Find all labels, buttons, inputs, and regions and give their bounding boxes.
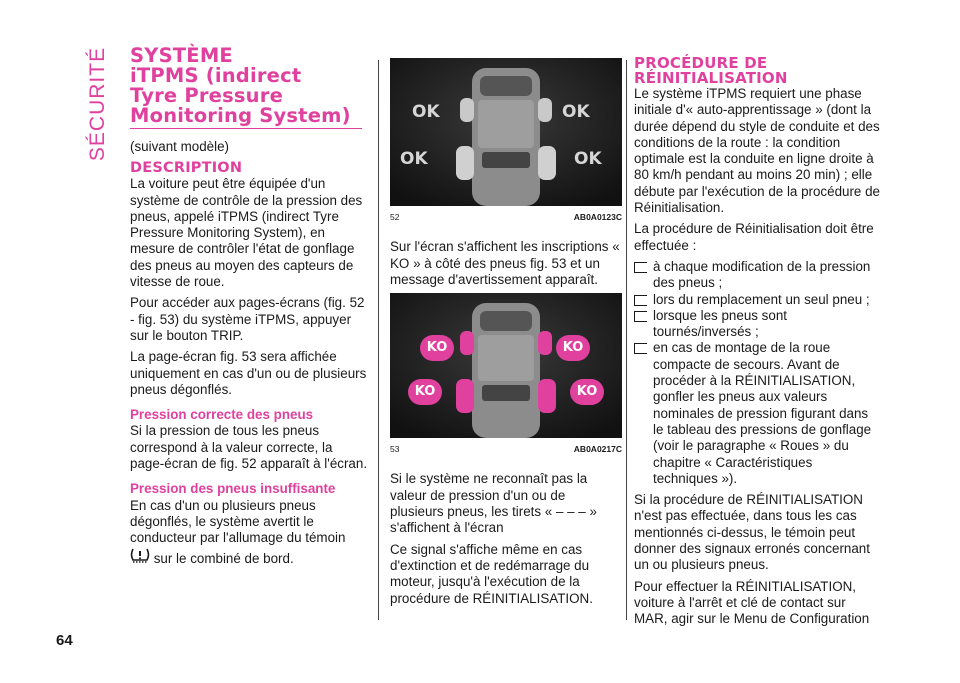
heading-reset-procedure bbox=[634, 56, 880, 86]
paragraph: La procédure de Réinitialisation doit être effectuée : bbox=[634, 221, 874, 253]
title-underline bbox=[130, 128, 362, 129]
tire-status-front-left: OK bbox=[412, 102, 440, 122]
column-2 bbox=[390, 58, 622, 612]
title-line: Monitoring System) bbox=[130, 104, 351, 127]
car-top-view-icon bbox=[390, 293, 622, 438]
bullet-icon bbox=[634, 311, 647, 322]
column-divider bbox=[378, 60, 379, 620]
paragraph: Le système iTPMS requiert une phase initiale d'« auto-apprentissage » (dont la durée dépend du style de conduite et des conditions de la route : la condition optimale est la conduite en ligne droite à 80 km/h pendant au moins 20 min) ; elle débute par l'exécution de la procédure de Réinitialisation. bbox=[634, 86, 880, 216]
paragraph: Pour accéder aux pages-écrans (fig. 52 - fig. 53) du système iTPMS, appuyer sur le bouton TRIP. bbox=[130, 295, 365, 343]
paragraph-text: sur le combiné de bord. bbox=[153, 550, 294, 566]
figure-number: 53 bbox=[390, 444, 400, 455]
section-label: SÉCURITÉ bbox=[86, 46, 109, 162]
figure-code: AB0A0123C bbox=[573, 212, 622, 222]
column-divider bbox=[626, 60, 627, 620]
list-item-text: lorsque les pneus sont tournés/inversés ; bbox=[653, 307, 787, 340]
figure-number: 52 bbox=[390, 212, 400, 222]
figure-code: AB0A0217C bbox=[573, 444, 622, 455]
tire-status-rear-right: KO bbox=[570, 379, 604, 405]
paragraph: Si le système ne reconnaît pas la valeur de pression d'un ou de plusieurs pneus, les tirets « – – – » s'affichent à l'écran bbox=[390, 471, 597, 536]
paragraph-text: En cas d'un ou plusieurs pneus dégonflés, le système avertit le conducteur par l'allumage du témoin bbox=[130, 497, 346, 546]
list-item bbox=[634, 292, 880, 308]
heading-line: PROCÉDURE DE bbox=[634, 54, 768, 72]
tire-status-rear-left: OK bbox=[400, 149, 428, 169]
tire-status-front-right: OK bbox=[562, 102, 590, 122]
car-top-view-icon bbox=[390, 58, 622, 206]
column-3 bbox=[634, 46, 880, 633]
title-line: Tyre Pressure bbox=[130, 84, 284, 107]
list-item bbox=[634, 308, 880, 341]
bullet-icon bbox=[634, 343, 647, 354]
heading-description: DESCRIPTION bbox=[130, 160, 243, 177]
list-item bbox=[634, 340, 880, 487]
list-item-text: lors du remplacement un seul pneu ; bbox=[653, 291, 870, 307]
section-title bbox=[130, 46, 368, 126]
paragraph: La page-écran fig. 53 sera affichée uniquement en cas d'un ou de plusieurs pneus dégonflés. bbox=[130, 349, 367, 397]
paragraph: Si la pression de tous les pneus correspond à la valeur correcte, la page-écran de fig. 52 apparaît à l'écran. bbox=[130, 423, 368, 472]
list-item-text: en cas de montage de la roue compacte de secours. Avant de procéder à la RÉINITIALISATION, gonfler les pneus aux valeurs nominales de pression figurant dans le tableau des pressions de gonflage (voir le paragraphe « Roues » du chapitre « Caractéristiques techniques »). bbox=[653, 340, 872, 486]
heading-insufficient-pressure: Pression des pneus insuffisante bbox=[130, 481, 336, 497]
title-line: iTPMS (indirect bbox=[130, 64, 302, 87]
bullet-icon bbox=[634, 262, 647, 273]
paragraph: Sur l'écran s'affichent les inscriptions « KO » à côté des pneus fig. 53 et un message d'avertissement apparaît. bbox=[390, 239, 620, 287]
heading-correct-pressure: Pression correcte des pneus bbox=[130, 407, 314, 423]
figure-caption bbox=[390, 441, 622, 457]
list-item-text: à chaque modification de la pression des pneus ; bbox=[653, 258, 871, 291]
section-tab bbox=[84, 44, 112, 164]
column-1 bbox=[130, 46, 368, 572]
tire-pressure-warning-icon bbox=[130, 547, 150, 567]
paragraph: Pour effectuer la RÉINITIALISATION, voiture à l'arrêt et clé de contact sur MAR, agir sur le Menu de Configuration bbox=[634, 578, 870, 627]
paragraph: Ce signal s'affiche même en cas d'extinction et de redémarrage du moteur, jusqu'à l'exécution de la procédure de RÉINITIALISATION. bbox=[390, 541, 593, 606]
figure-52-ok-screen bbox=[390, 58, 622, 206]
tire-status-front-left: KO bbox=[420, 335, 454, 361]
heading-line: RÉINITIALISATION bbox=[634, 69, 788, 87]
tire-status-front-right: KO bbox=[556, 335, 590, 361]
paragraph bbox=[130, 498, 368, 567]
list-item bbox=[634, 259, 880, 292]
subtitle: (suivant modèle) bbox=[130, 139, 229, 154]
paragraph: Si la procédure de RÉINITIALISATION n'est pas effectuée, dans tous les cas mentionnés ci-dessus, le témoin peut donner des signaux erronés concernant un ou plusieurs pneus. bbox=[634, 492, 870, 573]
figure-53-ko-screen bbox=[390, 293, 622, 438]
tire-status-rear-right: OK bbox=[574, 149, 602, 169]
page-number: 64 bbox=[56, 632, 73, 649]
bullet-icon bbox=[634, 295, 647, 306]
paragraph: La voiture peut être équipée d'un système de contrôle de la pression des pneus, appelé iTPMS (indirect Tyre Pressure Monitoring System), en mesure de contrôler l'état de gonflage des pneus au moyen des capteurs de vitesse de roue. bbox=[130, 176, 363, 290]
title-line: SYSTÈME bbox=[130, 44, 233, 67]
figure-caption bbox=[390, 209, 622, 225]
tire-status-rear-left: KO bbox=[408, 379, 442, 405]
